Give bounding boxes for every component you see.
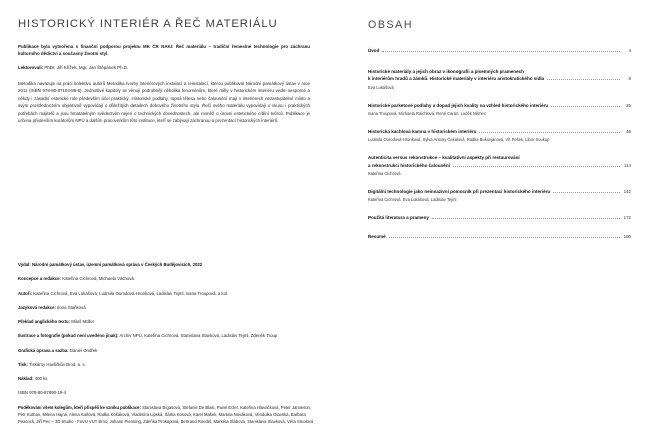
acknowledgement-label: Poděkování všem kolegům, kteří přispěli ke vzniku publikace: [18,405,141,410]
toc-entry-label: Historické materiály a jejich obraz v ikonografii a písemných pramenech [368,68,524,74]
toc-entry[interactable] [368,233,631,241]
toc-entry-label: Použitá literatura a prameny [368,215,429,221]
toc-entry[interactable] [368,68,631,91]
toc-entry-authors: Kateřina Cichrová [368,171,401,177]
toc-leader [453,166,620,167]
colophon-line [18,376,312,383]
colophon-label: Koncepce a redakce: [18,276,61,282]
colophon-line [18,262,312,269]
acknowledgement-names: Stanislava Bígasová, Stefanie De Blasi, Pavel Ecler, Kateřina Hlaváčková, Peter Jamieson, Petr Kuthan, Milena Hajná, Alena Karlová, Radka Košáková, Vladimíra Lipská, Šárka Kosová, Karel Mašek, Martina Nováková, Vendulka Otavská, Barbara Peacock, Jiří Pec – 3D Studio - FaVU VUT Brno, Johann Pienning, Zdeňka Prokopová, Bertrand Roedel, Markéta Slábová, Stanislava Slavková, Věra Smolová [18,405,314,425]
toc-entry-label: k interiérům hradů a zámků. Historické materiály v interiéru aristokratického sídla [368,76,545,82]
colophon-line [18,348,312,355]
colophon-label: Ilustrace a fotografie (pokud není uvedeno jinak): [18,333,119,339]
colophon-label: Jazyková redakce: [18,304,56,310]
colophon-value: Tiskárny Havlíčkův Brod, a. s. [29,361,86,367]
colophon-value: Národní památkový ústav, územní památková správa v Českých Budějovicích, 2022 [31,262,203,267]
colophon-value: Daniel Ondřek [69,347,98,353]
colophon-label: Autoři: [18,290,33,296]
reviewers-label: Lektorovali: [18,65,44,71]
toc-leader [382,51,620,52]
toc-page-number: 114 [624,162,631,168]
toc-row [368,47,631,55]
colophon-line [18,291,312,298]
isbn-line [18,390,312,397]
toc-leader [389,237,620,238]
intro-paragraph: Metodika navazuje na práci kolektivu autorů Metodika tvorby interiérových instalací a reinstalací, kterou publikoval Národní památkový ústav v roce 2011 (ISBN 978-80-87104-86-6). Jednotlivé kapitoly se věnují podrobněji několika fenoménům, které měly v historickém interiéru vedle nesporné a někdy i zásadní estetické role především účel praktický. Historické podlahy, topná tělesa nebo čalounění mají v interiérech nezastupitelné místo a svým prostřednictvím objektivně vypovídají o důležitých detailech dobového životního stylu. Řečí svého materiálu vypovídají o vkusu i praktických potřebách majitelů a jsou hmatatelným svědectvím nejen o technických dovednostech, ale rovněž o úrovni estetického cítění tvůrců. Publikace je určena především kurátorům NPÚ a dalším pracovníkům této instituce, kteří se zabývají záchranou a prezentací historických interiérů. [18,80,310,124]
isbn-value: ISBN 978-80-87890-19-4 [18,390,67,396]
colophon-value: Kateřina Cichrová, Michaela Váchová [62,276,134,282]
toc-entry-label: Resumé [368,233,386,239]
toc-leader [551,106,620,107]
colophon-label: Náklad: [18,376,34,381]
toc-page-number: 172 [623,215,631,221]
toc-entry[interactable] [368,188,631,204]
reviewers-value: PhDr. Jiří Křížek, Mgr. Jan Štěpánek Ph.D. [44,65,129,71]
toc-entry-authors: Kateřina Cichrová, Eva Lukášová, Ladislav Tejml [368,197,457,203]
toc-entry-label: Autenticita versus rekonstrukce – kvalitativní aspekty při restaurování [368,155,520,161]
toc-entry-authors: Eva Lukášová [368,84,394,90]
toc-entry-authors: Ludmila Ourodová-Hronková, Sylva Antony Čekalová, Radka Bukovjanová, Vít Pešek, Libor Soukup [368,137,550,143]
colophon-label: Tisk: [18,361,28,367]
toc-entry[interactable] [368,154,631,177]
page-title: HISTORICKÝ INTERIÉR A ŘEČ MATERIÁLU [18,18,278,30]
toc-entry-label: Historická kachlová kamna v historickém interiéru [368,128,477,134]
toc-page-number: 180 [623,233,631,239]
colophon-label: Vydal: [18,262,31,267]
toc-row [368,214,631,222]
colophon-line [18,305,312,312]
toc-entry-label: Historické parketové podlahy a dopad jejich kvality na vzhled historického interiéru [368,102,549,108]
reviewers-line [18,64,312,71]
toc-page-number: 142 [623,189,631,195]
colophon-line [18,362,312,369]
toc-entry[interactable] [368,214,631,222]
colophon-line [18,319,312,326]
toc-row [368,162,631,170]
colophon-label: Grafická úprava a sazba: [18,347,69,353]
toc-page-number: 26 [626,102,631,108]
right-page-toc [340,0,647,448]
toc-entry[interactable] [368,47,631,55]
colophon-value: Ilona Staňková [57,304,86,310]
toc-entry-label: Digitální technologie jako neinvazivní pomocník při prezentaci historického interiéru [368,189,551,195]
toc-entry[interactable] [368,128,631,144]
toc-leader [479,132,620,133]
toc-row [368,75,631,83]
toc-leader [553,192,620,193]
colophon-block [18,262,312,405]
colophon-value: Kateřina Cichrová, Eva Lukášová, Ludmila Ourodová-Hronková, Ladislav Tejml, Ivana Troupová, a kol. [33,290,229,296]
toc-list [368,47,631,240]
colophon-line [18,276,312,283]
colophon-value: Archiv NPÚ, Kateřina Cichrová, Stanislava Slavková, Ladislav Tejml, Zdeněk Troup [119,333,278,339]
colophon-value: Miloš Müller [71,319,95,324]
toc-row [368,233,631,241]
toc-leader [547,79,620,80]
funding-blurb: Publikace byla vytvořena s finanční podporou projektu MK ČR NAKI: Řeč materiálu – tradiční řemeslné technologie pro záchranu kulturního dědictví a současný životní styl. [18,44,310,57]
toc-entry-label: a rekonstrukci historického čalounění [368,162,450,168]
toc-heading: OBSAH [368,19,414,31]
colophon-line [18,333,312,340]
toc-page-number: 8 [628,76,631,82]
toc-entry-label: Úvod [368,48,380,53]
colophon-value: 400 ks [34,376,48,381]
toc-entry-authors: Ivana Troupová, Michaela Raichlová, René Caran, Luděk Němec [368,110,486,116]
toc-entry[interactable] [368,102,631,118]
toc-page-number: 4 [628,48,631,53]
toc-leader [432,218,620,219]
toc-row [368,102,631,110]
acknowledgement-block [18,404,314,426]
toc-row [368,128,631,136]
toc-row [368,188,631,196]
colophon-label: Překlad anglického textu: [18,319,71,324]
toc-page-number: 46 [626,128,631,134]
